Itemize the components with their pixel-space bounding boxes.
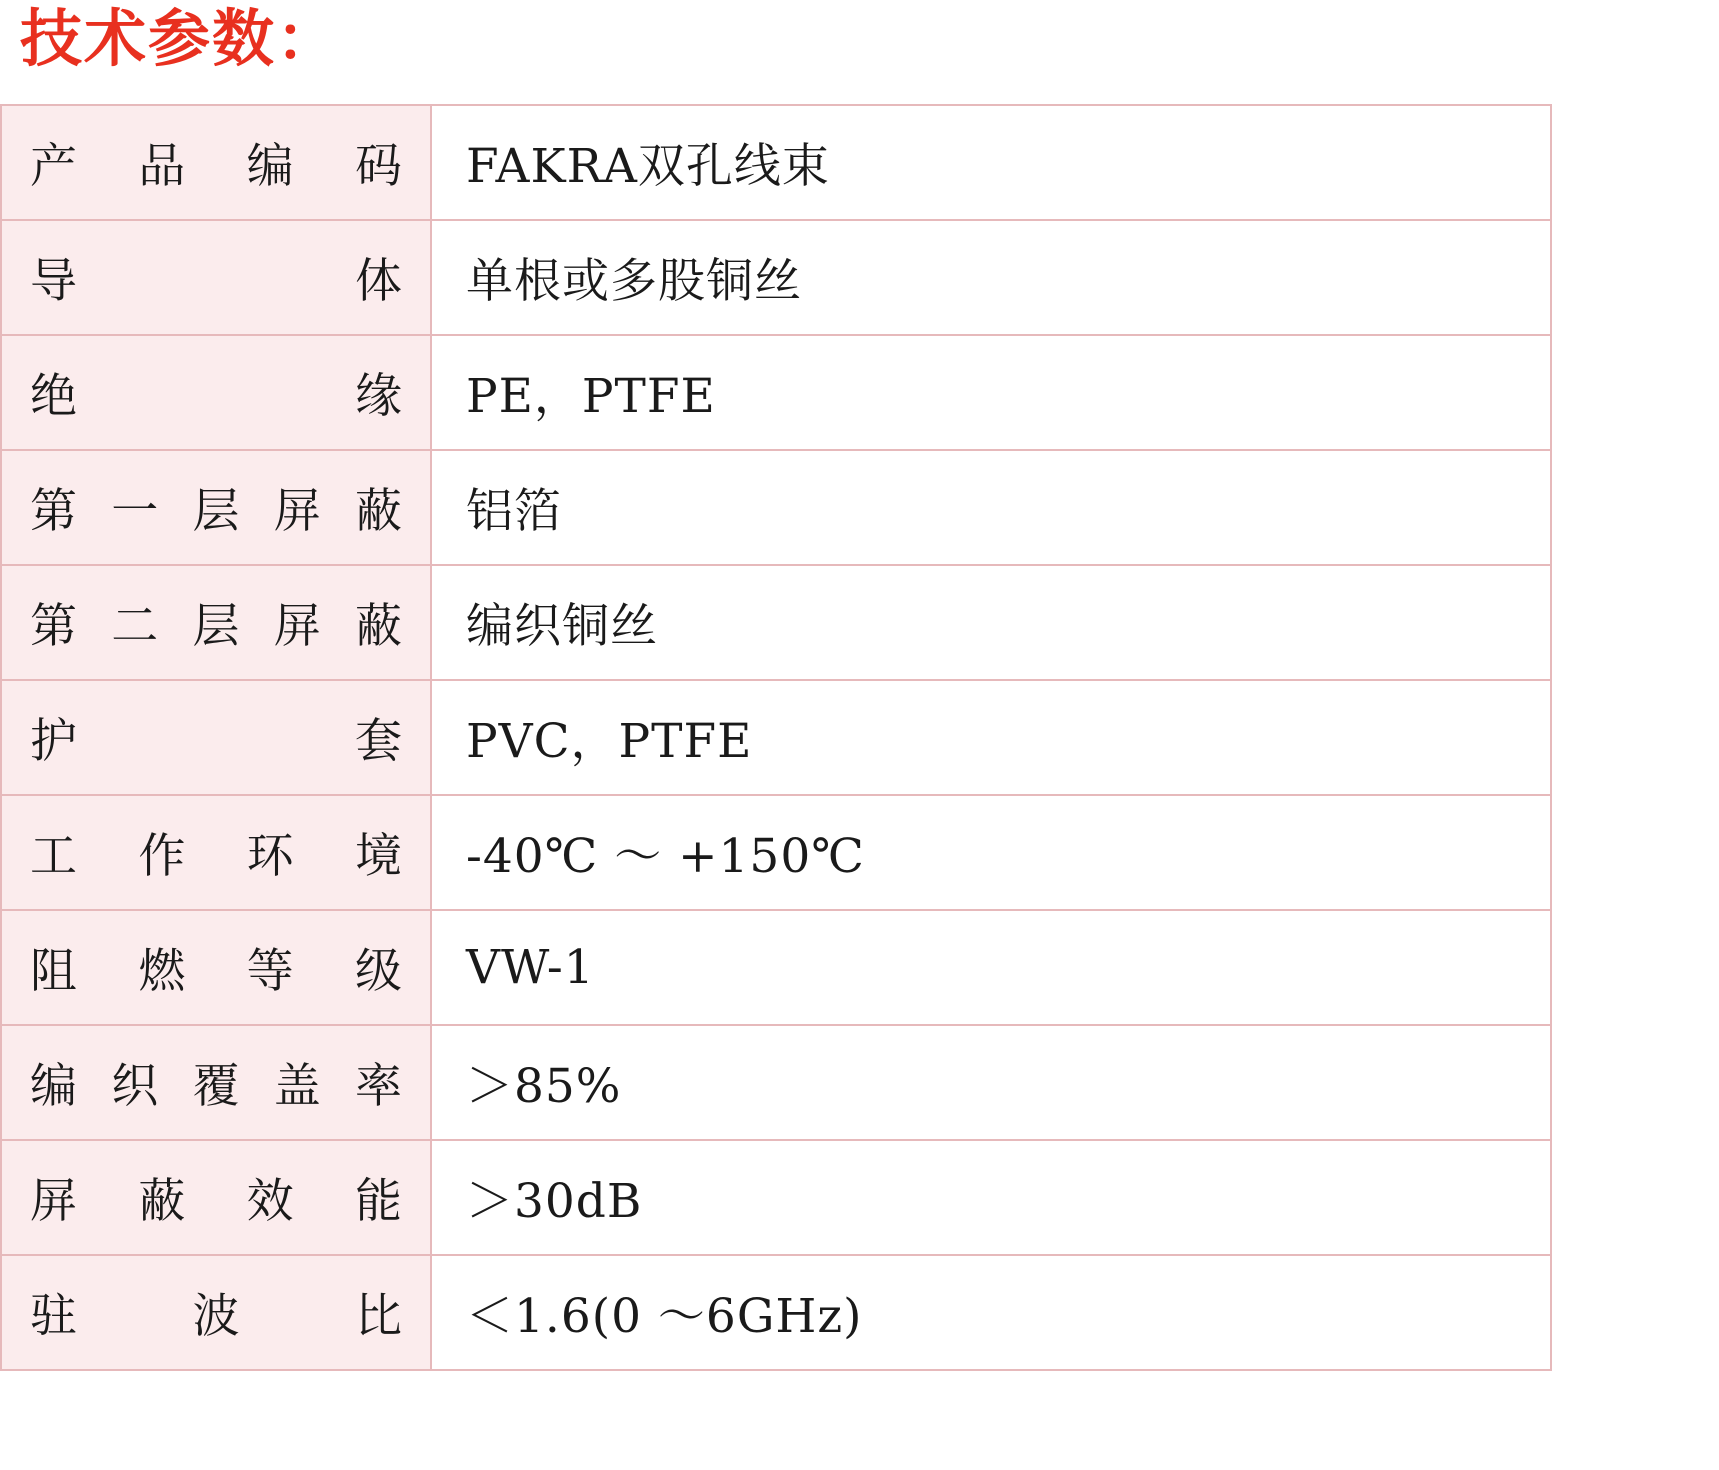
row-label-shielding-effectiveness xyxy=(1,1140,431,1255)
row-value-operating-environment: -40℃ ～ +150℃ xyxy=(431,795,1551,910)
row-label-conductor xyxy=(1,220,431,335)
label-text: 导体 xyxy=(30,254,402,309)
table-row xyxy=(1,680,1551,795)
table-row xyxy=(1,335,1551,450)
table-row xyxy=(1,450,1551,565)
label-text: 工作环境 xyxy=(30,829,402,884)
label-text: 绝缘 xyxy=(30,369,402,424)
table-row xyxy=(1,1025,1551,1140)
table-row xyxy=(1,1140,1551,1255)
table-row xyxy=(1,795,1551,910)
row-label-operating-environment xyxy=(1,795,431,910)
row-value-product-code: FAKRA双孔线束 xyxy=(431,105,1551,220)
row-value-second-shield: 编织铜丝 xyxy=(431,565,1551,680)
row-value-jacket: PVC，PTFE xyxy=(431,680,1551,795)
label-text: 产品编码 xyxy=(30,139,402,194)
row-label-jacket xyxy=(1,680,431,795)
row-value-insulation: PE，PTFE xyxy=(431,335,1551,450)
label-text: 护套 xyxy=(30,714,402,769)
label-text: 驻波比 xyxy=(30,1289,402,1344)
table-row xyxy=(1,220,1551,335)
row-label-flame-rating xyxy=(1,910,431,1025)
row-label-braid-coverage xyxy=(1,1025,431,1140)
row-value-first-shield: 铝箔 xyxy=(431,450,1551,565)
row-label-product-code xyxy=(1,105,431,220)
label-text: 阻燃等级 xyxy=(30,944,402,999)
table-row xyxy=(1,565,1551,680)
row-label-first-shield xyxy=(1,450,431,565)
page-title: 技术参数： xyxy=(20,2,341,75)
table-row xyxy=(1,105,1551,220)
label-text: 第二层屏蔽 xyxy=(30,599,402,654)
row-value-conductor: 单根或多股铜丝 xyxy=(431,220,1551,335)
label-text: 第一层屏蔽 xyxy=(30,484,402,539)
table-row xyxy=(1,910,1551,1025)
row-label-vswr xyxy=(1,1255,431,1370)
label-text: 编织覆盖率 xyxy=(30,1059,402,1114)
table-row xyxy=(1,1255,1551,1370)
table-body xyxy=(1,105,1551,1370)
label-text: 屏蔽效能 xyxy=(30,1174,402,1229)
row-value-braid-coverage: ＞85% xyxy=(431,1025,1551,1140)
row-label-second-shield xyxy=(1,565,431,680)
row-label-insulation xyxy=(1,335,431,450)
row-value-flame-rating: VW-1 xyxy=(431,910,1551,1025)
row-value-shielding-effectiveness: ＞30dB xyxy=(431,1140,1551,1255)
row-value-vswr: ＜1.6(0 ～6GHz) xyxy=(431,1255,1551,1370)
technical-parameters-table xyxy=(0,104,1552,1371)
